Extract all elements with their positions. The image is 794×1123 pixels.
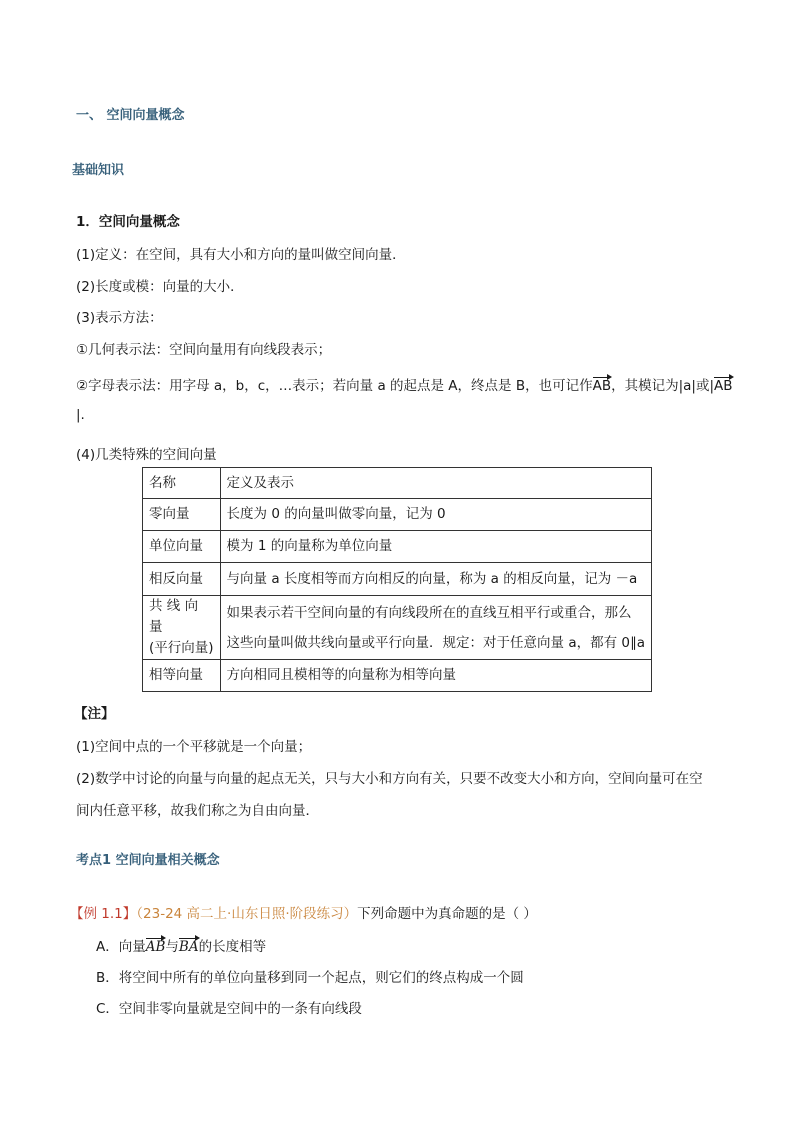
basic-knowledge-heading: 基础知识 [72, 163, 125, 178]
example-line [70, 902, 537, 922]
letter-notation-text-b: ，其模记为|a|或| [611, 378, 715, 394]
length-line: (2)长度或模：向量的大小． [76, 279, 244, 295]
table-cell-name: 相反向量 [143, 563, 221, 596]
option-c: C．空间非零向量就是空间中的一条有向线段 [96, 1001, 362, 1017]
option-a-mid: 与 [165, 939, 179, 955]
geometric-notation-line: ①几何表示法：空间向量用有向线段表示； [76, 342, 332, 358]
note-line: (2)数学中讨论的向量与向量的起点无关，只与大小和方向有关，只要不改变大小和方向，空间向量可在空 [76, 771, 703, 787]
vector-ba-option: BA [178, 939, 199, 955]
topic-heading: 1．空间向量概念 [76, 214, 180, 230]
special-vectors-table [142, 467, 652, 692]
notation-line: (3)表示方法： [76, 310, 163, 326]
table-cell-name: 单位向量 [143, 531, 221, 563]
note-line: 间内任意平移，故我们称之为自由向量． [76, 803, 319, 819]
table-header-row [143, 468, 652, 499]
definition-line: (1)定义：在空间，具有大小和方向的量叫做空间向量． [76, 247, 406, 263]
option-a-prefix: A．向量 [96, 939, 146, 955]
table-cell-definition-line: 这些向量叫做共线向量或平行向量．规定：对于任意向量 a，都有 0∥a [226, 634, 645, 651]
example-source: （23-24 高二上·山东日照·阶段练习） [136, 906, 358, 922]
table-cell-definition: 模为 1 的向量称为单位向量 [220, 531, 651, 563]
note-line: (1)空间中点的一个平移就是一个向量； [76, 739, 312, 755]
option-a [96, 935, 266, 955]
vector-ab-option: AB [145, 939, 166, 955]
table-cell-definition [220, 596, 651, 660]
table-row [143, 563, 652, 596]
table-cell-name-line: 共 线 向 量 [149, 598, 199, 635]
section-heading: 一、 空间向量概念 [76, 108, 185, 123]
table-cell-definition: 长度为 0 的向量叫做零向量，记为 0 [220, 499, 651, 531]
table-cell-definition: 方向相同且模相等的向量称为相等向量 [220, 660, 651, 692]
table-cell-name: 相等向量 [143, 660, 221, 692]
vector-ab: AB [592, 378, 612, 394]
table-row [143, 499, 652, 531]
special-vectors-line: (4)几类特殊的空间向量 [76, 447, 217, 463]
vector-ab-modulus: AB [714, 378, 733, 394]
example-tag: 【例 1.1】 [70, 906, 137, 922]
table-row [143, 531, 652, 563]
table-row [143, 596, 652, 660]
option-b: B．将空间中所有的单位向量移到同一个起点，则它们的终点构成一个圆 [96, 970, 524, 986]
table-cell-name-line: (平行向量) [149, 640, 214, 656]
kaodian-heading: 考点1 空间向量相关概念 [76, 853, 220, 868]
table-cell-name: 零向量 [143, 499, 221, 531]
table-row [143, 660, 652, 692]
table-cell-name [143, 596, 221, 660]
table-header-name: 名称 [143, 468, 221, 499]
table-cell-definition-line: 如果表示若干空间向量的有向线段所在的直线互相平行或重合，那么 [226, 604, 632, 621]
example-stem: 下列命题中为真命题的是（ ） [357, 906, 537, 922]
table-cell-definition: 与向量 a 长度相等而方向相反的向量，称为 a 的相反向量，记为 －a [220, 563, 651, 596]
note-label: 【注】 [74, 706, 115, 722]
letter-notation-text-a: ②字母表示法：用字母 a，b，c，…表示；若向量 a 的起点是 A，终点是 B，也可记作 [76, 378, 593, 394]
option-a-suffix: 的长度相等 [198, 939, 267, 955]
letter-notation-end: |. [76, 407, 85, 423]
letter-notation-line [76, 374, 733, 394]
table-header-definition: 定义及表示 [220, 468, 651, 499]
